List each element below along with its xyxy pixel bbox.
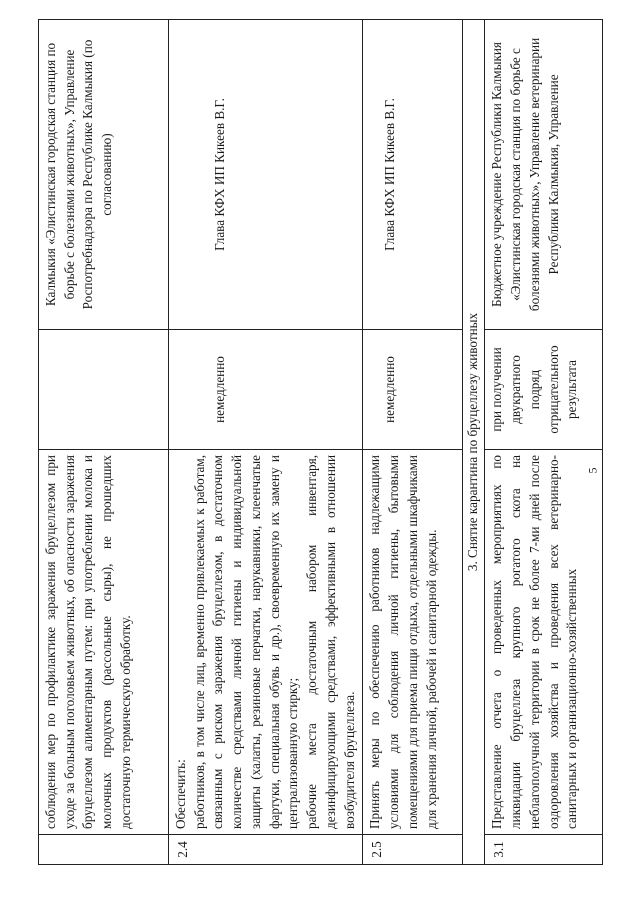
responsible-cell: Калмыкия «Элистинская городская станция по борьбе с болезнями животных», Управление Роспотребнадзора по Республике Калмыкия (по согласованию) xyxy=(39,20,169,330)
table-row xyxy=(169,20,363,865)
measure-text: соблюдения мер по профилактике заражения бруцеллезом при уходе за больным поголовьем животных, об опасности заражения бруцеллезом алиментарным путем: при употреблении молока и молочных продуктов (рассольные сыры), не прошедших достаточную термическую обработку. xyxy=(39,450,169,835)
measures-table xyxy=(38,19,603,865)
measure-text xyxy=(169,450,363,835)
page-number: 5 xyxy=(585,467,600,474)
measure-text-line: работников, в том числе лиц, временно привлекаемых к работам, связанным с риском заражения бруцеллезом, в достаточном количестве средствами личной гигиены и индивидуальной защиты (халаты, резиновые перчатки, нарукавники, клеенчатые фартуки, специальная обувь и др.), своевременную их замену и централизованную стирку; xyxy=(191,455,301,829)
rotated-page xyxy=(38,20,603,865)
term-cell: немедленно xyxy=(169,330,363,450)
section-heading: 3. Снятие карантина по бруцеллезу животных xyxy=(463,20,485,865)
term-cell xyxy=(39,330,169,450)
measure-text: Принять меры по обеспечению работников надлежащими условиями для соблюдения личной гигиены, бытовыми помещениями для приема пищи отдыха, отдельными шкафчиками для хранения личной, рабочей и санитарной одежды. xyxy=(363,450,463,835)
table-row xyxy=(485,20,603,865)
measure-text-line: рабочие места достаточным набором инвентаря, дезинфицирующими средствами, эффективными в отношении возбудителя бруцеллеза. xyxy=(304,455,357,829)
term-cell: немедленно xyxy=(363,330,463,450)
responsible-cell: Бюджетное учреждение Республики Калмыкия «Элистинская городская станция по борьбе с болезнями животных», Управление ветеринарии Республики Калмыкия, Управление xyxy=(485,20,603,330)
row-number xyxy=(39,835,169,865)
responsible-cell: Глава КФХ ИП Кикеев В.Г. xyxy=(363,20,463,330)
measure-text-line: Обеспечить: xyxy=(173,759,188,829)
measure-text: Представление отчета о проведенных мероприятиях по ликвидации бруцеллеза крупного рогатого скота на неблагополучной территории в срок не более 7-ми дней после оздоровления хозяйства и проведения всех ветеринарно-санитарных и организационно-хозяйственных xyxy=(485,450,603,835)
row-number: 2.4 xyxy=(169,835,363,865)
row-number: 3.1 xyxy=(485,835,603,865)
table-row xyxy=(363,20,463,865)
table-row xyxy=(39,20,169,865)
term-cell: при получении двукратного подряд отрицательного результата xyxy=(485,330,603,450)
row-number: 2.5 xyxy=(363,835,463,865)
section-heading-row xyxy=(463,20,485,865)
responsible-cell: Глава КФХ ИП Кикеев В.Г. xyxy=(169,20,363,330)
